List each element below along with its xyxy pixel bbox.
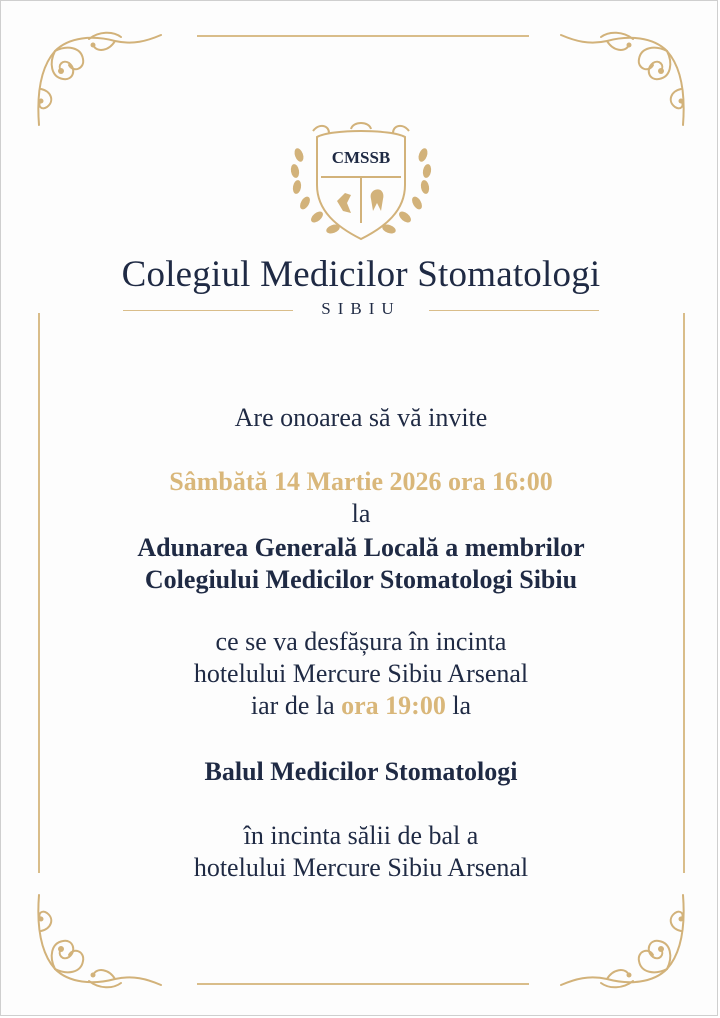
evening-prefix: iar de la	[250, 691, 342, 720]
event-title-line2: Colegiului Medicilor Stomatologi Sibiu	[144, 565, 578, 594]
top-border-line	[197, 35, 529, 37]
corner-flourish-icon	[29, 29, 169, 133]
evening-suffix: la	[445, 691, 472, 720]
org-title: Colegiul Medicilor Stomatologi	[121, 254, 601, 295]
shield-crest-icon	[281, 119, 441, 247]
ball-venue-line1: în incinta sălii de bal a	[243, 821, 479, 850]
venue-line1: ce se va desfășura în incinta	[215, 627, 507, 656]
venue-line2: hotelului Mercure Sibiu Arsenal	[193, 659, 529, 688]
org-subtitle-row	[123, 299, 599, 323]
logo-acronym: CMSSB	[331, 148, 391, 167]
corner-flourish-icon	[553, 29, 693, 133]
bottom-border-line	[197, 983, 529, 985]
corner-flourish-icon	[553, 887, 693, 991]
evening-time: ora 19:00	[341, 691, 446, 720]
ball-venue-line2: hotelului Mercure Sibiu Arsenal	[193, 853, 529, 882]
event-date-time: Sâmbătă 14 Martie 2026 ora 16:00	[169, 467, 553, 496]
ball-title: Balul Medicilor Stomatologi	[204, 757, 518, 786]
corner-flourish-icon	[29, 887, 169, 991]
connector-la: la	[351, 499, 371, 528]
evening-line	[1, 691, 720, 721]
org-subtitle: SIBIU	[321, 299, 401, 318]
event-title-line1: Adunarea Generală Locală a membrilor	[137, 533, 585, 562]
invite-intro: Are onoarea să vă invite	[234, 403, 488, 432]
